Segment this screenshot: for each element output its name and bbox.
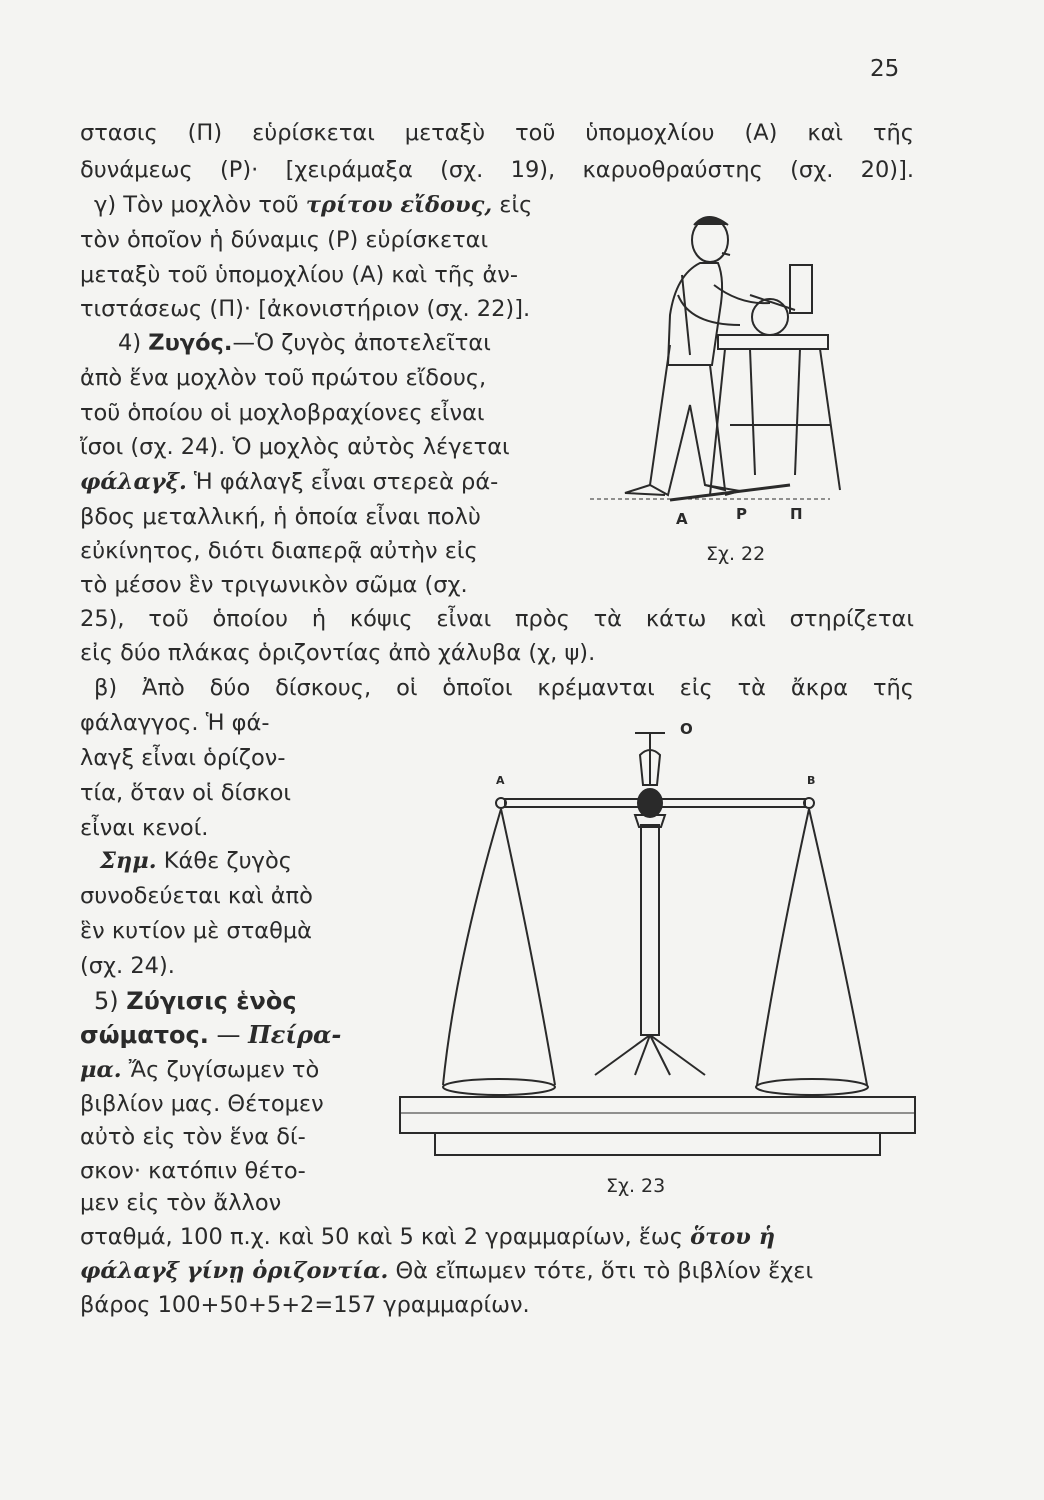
figure-23-letter: Α — [496, 774, 505, 787]
section-5-title-a: Ζύγισις ἑνὸς — [126, 987, 297, 1015]
text-line: εὐκίνητος, διότι διαπερᾷ αὐτὴν εἰς — [80, 538, 478, 564]
text-line: αὐτὸ εἰς τὸν ἕνα δί- — [80, 1124, 306, 1150]
note-text: Κάθε ζυγὸς — [156, 848, 292, 874]
text-line: λαγξ εἶναι ὁρίζον- — [80, 745, 286, 771]
section-4-emph-word: φάλαγξ. — [80, 469, 187, 495]
section-g-emph: τρίτου εἴδους, — [305, 192, 493, 218]
text-line: βιβλίον μας. Θέτομεν — [80, 1091, 324, 1117]
figure-22-letter: Ρ — [736, 505, 747, 523]
text-line: εἰς δύο πλάκας ὁριζοντίας ἀπὸ χάλυβα (χ, ψ). — [80, 640, 596, 666]
text-line: ἀπὸ ἕνα μοχλὸν τοῦ πρώτου εἴδους, — [80, 365, 487, 391]
text-line: σκον· κατόπιν θέτο- — [80, 1158, 306, 1184]
section-5-dash: — — [208, 1021, 249, 1049]
section-5-peira-line — [80, 1055, 319, 1085]
section-4-rest: —Ὁ ζυγὸς ἀποτελεῖται — [232, 330, 491, 356]
section-4-heading — [118, 328, 491, 358]
figure-23-illustration — [395, 715, 920, 1165]
figure-23-caption: Σχ. 23 — [606, 1175, 666, 1197]
section-5-number: 5) — [94, 987, 127, 1015]
text-line: τὸ μέσον ἓν τριγωνικὸν σῶμα (σχ. — [80, 572, 468, 598]
text-line: (σχ. 24). — [80, 953, 175, 979]
note-first-line — [100, 846, 292, 876]
text-line: φάλαγγος. Ἡ φά- — [80, 710, 270, 736]
section-5-long-text: σταθμά, 100 π.χ. καὶ 50 καὶ 5 καὶ 2 γραμμαρίων, ἕως — [80, 1224, 683, 1250]
section-g-prefix: γ) Τὸν μοχλὸν τοῦ — [94, 192, 306, 218]
section-g-first-line — [94, 190, 532, 220]
text-line: δυνάμεως (Ρ)· [χειράμαξα (σχ. 19), καρυοθραύστης (σχ. 20)]. — [80, 157, 914, 183]
text-line: τοῦ ὁποίου οἱ μοχλοβραχίονες εἶναι — [80, 400, 485, 426]
text-line: τιστάσεως (Π)· [ἀκονιστήριον (σχ. 22)]. — [80, 296, 531, 322]
text-line: συνοδεύεται καὶ ἀπὸ — [80, 883, 313, 909]
figure-22-caption: Σχ. 22 — [706, 543, 766, 565]
section-4-title: Ζυγός. — [148, 330, 233, 356]
section-5-peira-b: μα. — [80, 1057, 122, 1083]
note-label: Σημ. — [100, 848, 157, 874]
text-line: βδος μεταλλική, ἡ ὁποία εἶναι πολὺ — [80, 504, 481, 530]
text-line: μεταξὺ τοῦ ὑπομοχλίου (Α) καὶ τῆς ἀν- — [80, 262, 518, 288]
text-line: τὸν ὁποῖον ἡ δύναμις (Ρ) εὑρίσκεται — [80, 227, 489, 253]
figure-22-illustration — [590, 195, 850, 525]
figure-22-letter: Α — [676, 510, 688, 528]
text-line: βάρος 100+50+5+2=157 γραμμαρίων. — [80, 1292, 530, 1318]
section-5-peira-a: Πείρα- — [248, 1020, 342, 1049]
figure-23-letter: Ο — [680, 720, 693, 738]
section-5-emph-a: ὅτου ἡ — [690, 1224, 776, 1250]
section-4-after-emph: Ἡ φάλαγξ εἶναι στερεὰ ρά- — [186, 469, 499, 495]
figure-23-letter: Β — [807, 774, 816, 787]
section-5-emph-line — [80, 1256, 813, 1286]
section-g-suffix: εἰς — [492, 192, 533, 218]
text-line: στασις (Π) εὑρίσκεται μεταξὺ τοῦ ὑπομοχλίου (Α) καὶ τῆς — [80, 120, 914, 146]
page-number: 25 — [870, 56, 900, 82]
section-5-emph-b: φάλαγξ γίνῃ ὁριζοντία. — [80, 1258, 389, 1284]
text-line: ἓν κυτίον μὲ σταθμὰ — [80, 918, 312, 944]
section-5-after-peira: Ἄς ζυγίσωμεν τὸ — [121, 1057, 320, 1083]
text-line: 25), τοῦ ὁποίου ἡ κόψις εἶναι πρὸς τὰ κάτω καὶ στηρίζεται — [80, 606, 914, 632]
figure-22-letter: Π — [790, 505, 803, 523]
text-line: β) Ἀπὸ δύο δίσκους, οἱ ὁποῖοι κρέμανται εἰς τὰ ἄκρα τῆς — [94, 675, 914, 701]
text-line: ἴσοι (σχ. 24). Ὁ μοχλὸς αὐτὸς λέγεται — [80, 434, 510, 460]
section-5-long-line — [80, 1222, 775, 1252]
section-4-number: 4) — [118, 330, 149, 356]
text-line: μεν εἰς τὸν ἄλλον — [80, 1190, 282, 1216]
text-line: εἶναι κενοί. — [80, 815, 209, 841]
section-5-heading-2 — [80, 1020, 341, 1050]
text-line: τία, ὅταν οἱ δίσκοι — [80, 780, 291, 806]
section-5-after-emph: Θὰ εἴπωμεν τότε, ὅτι τὸ βιβλίον ἔχει — [388, 1258, 814, 1284]
section-4-emph-line — [80, 467, 498, 497]
section-5-heading — [94, 986, 297, 1016]
section-5-title-b: σώματος. — [80, 1021, 209, 1049]
